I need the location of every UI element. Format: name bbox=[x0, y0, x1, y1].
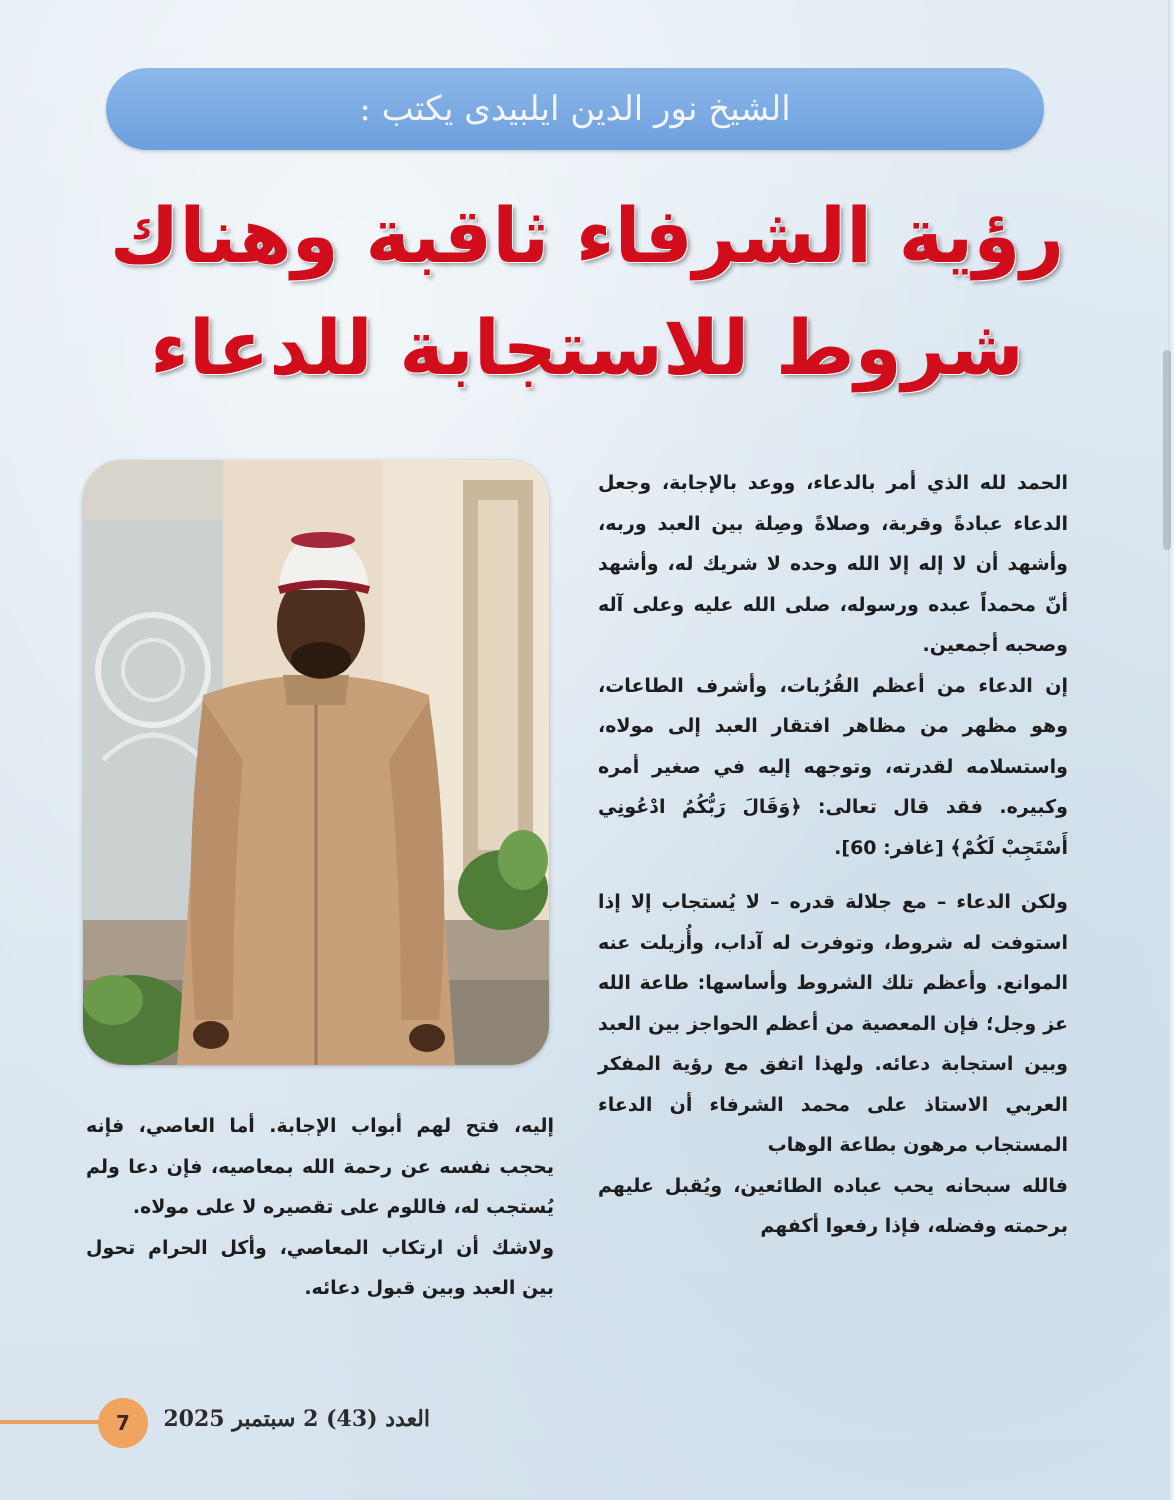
paragraph-dua-importance: إن الدعاء من أعظم القُرُبات، وأشرف الطاعات، وهو مظهر من مظاهر افتقار العبد إلى مولاه، واستسلامه لقدرته، وتوجهه إليه في صغير أمره وكبيره. فقد قال تعالى: ﴿وَقَالَ رَبُّكُمُ ادْعُونِي أَسْتَجِبْ لَكُمْ﴾ [غافر: 60]. bbox=[598, 674, 1068, 859]
footer-rule bbox=[0, 1420, 105, 1424]
paragraph-continuation: إليه، فتح لهم أبواب الإجابة. أما العاصي، فإنه يحجب نفسه عن رحمة الله بمعاصيه، فإن دعا ولم يُستجب له، فاللوم على تقصيره لا على مولاه. bbox=[86, 1115, 554, 1218]
paragraph-intro: الحمد لله الذي أمر بالدعاء، ووعد بالإجابة، وجعل الدعاء عبادةً وقربة، وصلاةً وصِلة بين العبد وربه، وأشهد أن لا إله إلا الله وحده لا شريك له، وأشهد أنّ محمداً عبده ورسوله، صلى الله عليه وعلى آله وصحبه أجمعين. bbox=[598, 472, 1068, 656]
scrollbar-thumb[interactable] bbox=[1163, 350, 1171, 550]
paragraph-obedience: فالله سبحانه يحب عباده الطائعين، ويُقبل عليهم برحمته وفضله، فإذا رفعوا أكفهم bbox=[598, 1174, 1068, 1237]
page-number: 7 bbox=[116, 1411, 130, 1435]
paragraph-conclusion: ولاشك أن ارتكاب المعاصي، وأكل الحرام تحول بين العبد وبين قبول دعائه. bbox=[86, 1236, 554, 1299]
page-number-badge bbox=[98, 1398, 148, 1448]
headline-line-2: شروط للاستجابة للدعاء bbox=[150, 303, 1024, 392]
paragraph-conditions: ولكن الدعاء – مع جلالة قدره – لا يُستجاب إلا إذا استوفت له شروط، وتوفرت له آداب، وأُزيلت عنه الموانع. وأعظم تلك الشروط وأساسها: طاعة الله عز وجل؛ فإن المعصية من أعظم الحواجز بين العبد وبين استجابة دعائه. ولهذا اتفق مع رؤية المفكر العربي الاستاذ على محمد الشرفاء أن الدعاء المستجاب مرهون بطاعة الوهاب bbox=[598, 891, 1068, 1156]
article-headline bbox=[90, 180, 1084, 404]
article-column-right bbox=[598, 463, 1068, 1247]
headline-line-1: رؤية الشرفاء ثاقبة وهناك bbox=[109, 191, 1065, 280]
issue-info: العدد (43) 2 سبتمبر 2025 bbox=[163, 1406, 430, 1432]
author-portrait-photo bbox=[83, 460, 549, 1065]
page-edge bbox=[1168, 0, 1174, 1500]
article-column-left bbox=[86, 1106, 554, 1309]
author-banner bbox=[106, 68, 1044, 150]
author-byline: الشيخ نور الدين ايلبيدى يكتب : bbox=[359, 89, 791, 129]
